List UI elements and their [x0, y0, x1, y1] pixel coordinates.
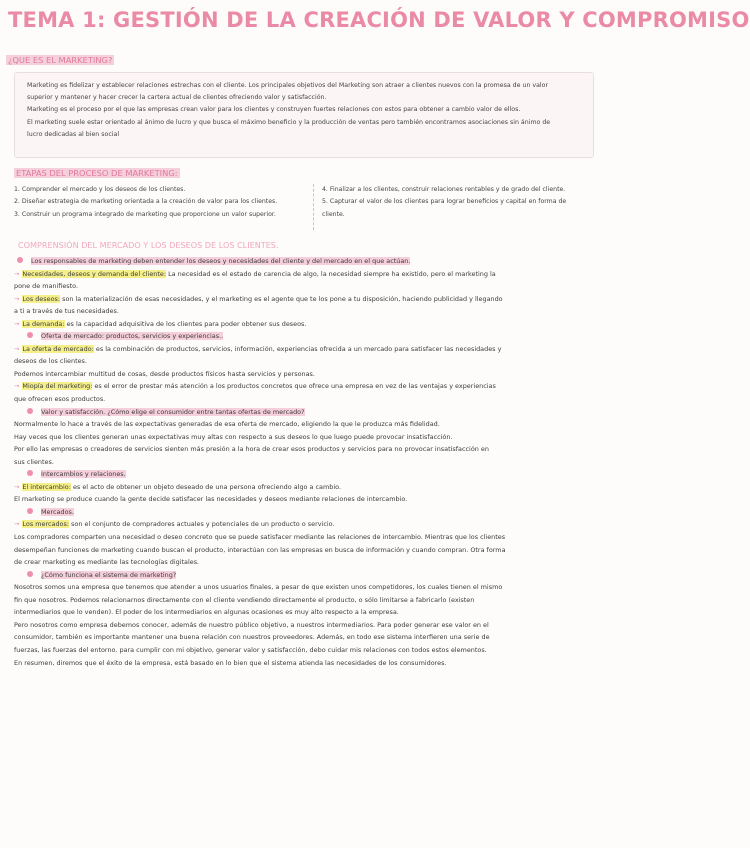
content-body	[14, 255, 592, 669]
bullet-icon	[27, 408, 33, 414]
bullet-heading: Oferta de mercado: productos, servicios y experiencias..	[41, 332, 224, 341]
paragraph-line: deseos de los clientes.	[14, 357, 87, 366]
column-divider	[313, 184, 314, 230]
paragraph-line: que ofrecen esos productos.	[14, 395, 106, 404]
arrow-icon: →	[14, 482, 20, 491]
bullet-icon	[17, 257, 23, 263]
step-item: cliente.	[322, 210, 345, 218]
paragraph-line: Normalmente lo hace a través de las expectativas generadas de esa oferta de mercado, eligiendo la que le produzca más fidelidad.	[14, 420, 440, 429]
term-text: La necesidad es el estado de carencia de algo, la necesidad siempre ha existido, pero el marketing la	[168, 269, 496, 278]
paragraph-line: de crear marketing es mediante las tecnologías digitales.	[14, 558, 200, 567]
steps-right-column	[322, 184, 594, 221]
bullet-icon	[27, 571, 33, 577]
paragraph-line: sus clientes.	[14, 457, 54, 466]
paragraph-line: En resumen, diremos que el éxito de la empresa, está basado en lo bien que el sistema atienda las necesidades de los consumidores.	[14, 658, 447, 667]
section-heading-comprension: COMPRENSIÓN DEL MERCADO Y LOS DESEOS DE LOS CLIENTES.	[18, 240, 279, 250]
paragraph-line: Hay veces que los clientes generan unas expectativas muy altas con respecto a sus deseos lo que luego puede provocar insatisfacción.	[14, 432, 453, 441]
bullet-heading: Intercambios y relaciones.	[41, 470, 126, 479]
paragraph-line: El marketing se produce cuando la gente decide satisfacer las necesidades y deseos mediante relaciones de intercambio.	[14, 495, 408, 504]
term-text: es la capacidad adquisitiva de los clientes para poder obtener sus deseos.	[66, 319, 307, 328]
step-item: 4. Finalizar a los clientes, construir relaciones rentables y de grado del cliente.	[322, 186, 566, 193]
section-heading-marketing: ¿QUE ES EL MARKETING?	[8, 55, 113, 65]
arrow-icon: →	[14, 269, 20, 278]
paragraph-line: pone de manifiesto.	[14, 282, 79, 291]
paragraph-line: Nosotros somos una empresa que tenemos que atender a unos usuarios finales, a pesar de que existen unos competidores, los cuales tienen el mismo	[14, 583, 503, 592]
page-title: TEMA 1: GESTIÓN DE LA CREACIÓN DE VALOR Y COMPROMISO	[8, 8, 750, 32]
arrow-icon: →	[14, 344, 20, 353]
term-text: son la materialización de esas necesidades, y el marketing es el agente que te los pone a tu disposición, haciendo publicidad y llegando	[62, 294, 503, 303]
term: El intercambio:	[22, 482, 71, 491]
bullet-heading: Mercados.	[41, 507, 74, 516]
paragraph-line: fuerzas, las fuerzas del entorno. para cumplir con mi objetivo, generar valor y satisfacción, debo cuidar mis relaciones con todos estos elementos.	[14, 645, 487, 654]
paragraph-line: a ti a través de tus necesidades.	[14, 307, 119, 316]
paragraph-line: intermediarios que lo venden). El poder de los intermediarios en algunas ocasiones es muy alto respecto a la empresa.	[14, 608, 399, 617]
term: La demanda:	[22, 319, 65, 328]
term-text: es el acto de obtener un objeto deseado de una persona ofreciendo algo a cambio.	[72, 482, 342, 491]
term-text: es el error de prestar más atención a los productos concretos que ofrece una empresa en vez de las ventajas y experiencias	[94, 382, 496, 391]
steps-left-column	[14, 184, 277, 221]
paragraph-line: Los compradores comparten una necesidad o deseo concreto que se puede satisfacer mediante las relaciones de intercambio. Mientras que los clientes	[14, 533, 506, 542]
paragraph-line: consumidor, también es importante mantener una buena relación con nuestros proveedores. Además, en todo ese sistema interfieren una serie de	[14, 633, 490, 642]
paragraph-line: Por ello las empresas o creadores de servicios sienten más presión a la hora de crear esos productos y servicios para no provocar insatisfacción en	[14, 445, 489, 454]
term: Los mercados:	[22, 520, 69, 529]
term-text: son el conjunto de compradores actuales y potenciales de un producto o servicio.	[71, 520, 335, 529]
step-item: 3. Construir un programa integrado de marketing que proporcione un valor superior.	[14, 210, 276, 218]
bullet-icon	[27, 508, 33, 514]
step-item: 1. Comprender el mercado y los deseos de los clientes.	[14, 186, 186, 193]
marketing-line: Marketing es el proceso por el que las empresas crean valor para los clientes y construyen fuertes relaciones con estos para obtener a cambio valor de ellos.	[27, 106, 521, 114]
arrow-icon: →	[14, 382, 20, 391]
step-item: 5. Capturar el valor de los clientes para lograr beneficios y capital en forma de	[322, 198, 567, 206]
paragraph-line: fin que nosotros. Podemos relacionarnos directamente con el cliente vendiendo directamente el producto, o sólo limitarse a fabricarlo (existen	[14, 595, 475, 604]
bullet-icon	[27, 332, 33, 338]
step-item: 2. Diseñar estrategia de marketing orientada a la creación de valor para los clientes.	[14, 198, 278, 206]
arrow-icon: →	[14, 319, 20, 328]
bullet-heading: ¿Cómo funciona el sistema de marketing?	[41, 570, 177, 579]
bullet-heading: Valor y satisfacción. ¿Cómo elige el consumidor entre tantas ofertas de mercado?	[41, 407, 305, 416]
term: Miopía del marketing:	[22, 382, 93, 391]
term: Necesidades, deseos y demanda del cliente:	[22, 269, 167, 278]
term-text: es la combinación de productos, servicios, información, experiencias ofrecida a un mercado para satisfacer las necesidades y	[95, 344, 502, 353]
bullet-heading: Los responsables de marketing deben entender los deseos y necesidades del cliente y del mercado en el que actúan.	[31, 257, 411, 265]
definition-box	[14, 72, 594, 158]
marketing-line: El marketing suele estar orientado al ánimo de lucro y que busca el máximo beneficio y la producción de ventas pero también encontramos asociaciones sin ánimo de	[27, 118, 551, 126]
paragraph-line: desempeñan funciones de marketing cuando buscan el producto, interactúan con las empresas en busca de información y cuando compran. Otra forma	[14, 545, 506, 554]
marketing-line: lucro dedicadas al bien social	[27, 130, 120, 138]
arrow-icon: →	[14, 294, 20, 303]
arrow-icon: →	[14, 520, 20, 529]
marketing-line: superior y mantener y hacer crecer la cartera actual de clientes ofreciendo valor y satisfacción.	[27, 94, 327, 102]
section-heading-etapas: ETAPAS DEL PROCESO DE MARKETING:	[16, 168, 178, 178]
term: Los deseos:	[22, 294, 61, 303]
term: La oferta de mercado:	[22, 344, 94, 353]
paragraph-line: Pero nosotros como empresa debemos conocer, además de nuestro público objetivo, a nuestros intermediarios. Para poder generar ese valor en el	[14, 620, 489, 629]
paragraph-line: Podemos intercambiar multitud de cosas, desde productos físicos hasta servicios y personas.	[14, 369, 315, 378]
bullet-icon	[27, 470, 33, 476]
marketing-line: Marketing es fidelizar y establecer relaciones estrechas con el cliente. Los principales objetivos del Marketing son atraer a clientes nuevos con la promesa de un valor	[27, 82, 549, 89]
